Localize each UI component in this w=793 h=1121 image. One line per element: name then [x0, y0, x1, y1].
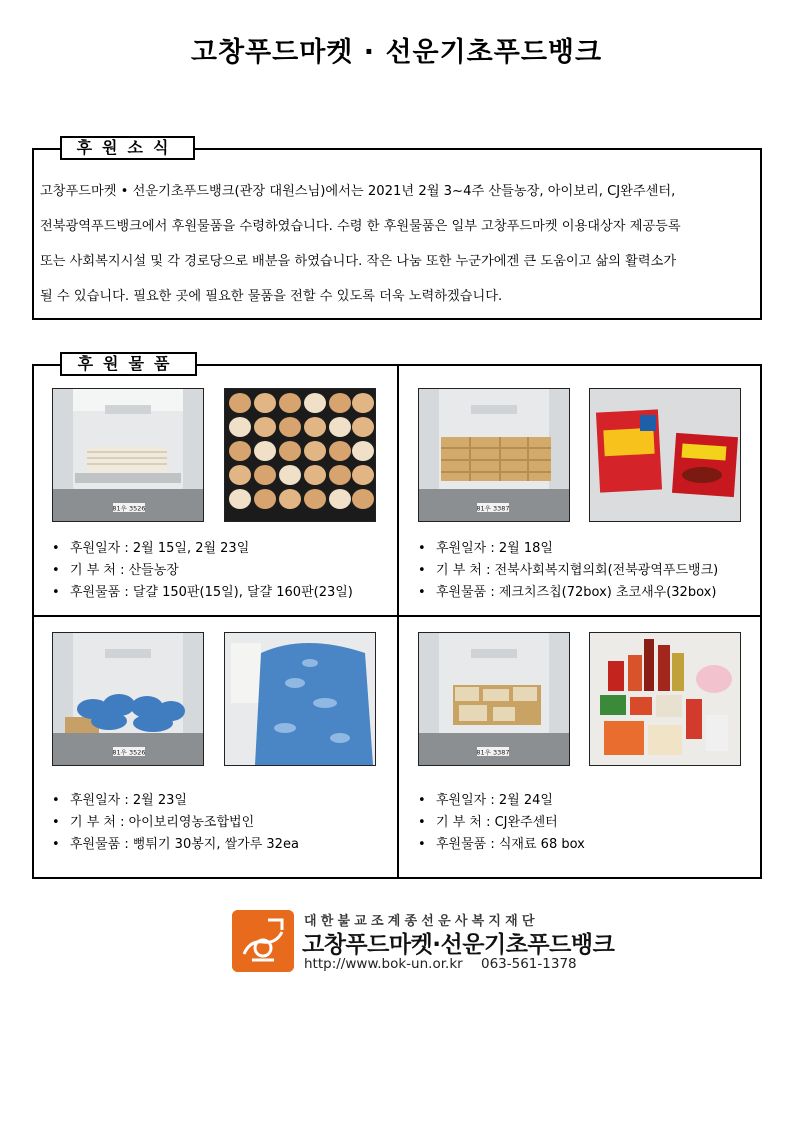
food-ingredients-photo: [589, 632, 741, 766]
contact-info: [304, 956, 591, 972]
brand-name: 고창푸드마켓·선운기초푸드뱅크: [302, 932, 615, 958]
donation-info-4: • 후원일자 : 2월 24일 • 기 부 처 : CJ완주센터 • 후원물품 : 식재료 68 box: [418, 793, 585, 852]
donation-info-1: • 후원일자 : 2월 15일, 2월 23일 • 기 부 처 : 산들농장 • 후원물품 : 달걀 150판(15일), 달걀 160판(23일): [52, 541, 353, 600]
goods-section-label: 후원물품: [60, 352, 197, 376]
news-section-label: 후원소식: [60, 136, 195, 160]
donation-goods: 후원물품 : 식재료 68 box: [436, 837, 585, 852]
foundation-logo-icon: [232, 910, 294, 972]
news-line: 될 수 있습니다. 필요한 곳에 필요한 물품을 전할 수 있도록 더욱 노력하겠습니다.: [40, 289, 503, 304]
truck-food-boxes-photo: [418, 632, 570, 766]
donation-date: 후원일자 : 2월 24일: [436, 793, 553, 808]
donation-donor: 기 부 처 : 아이보리영농조합법인: [70, 815, 255, 830]
news-line: 고창푸드마켓 • 선운기초푸드뱅크(관장 대원스님)에서는 2021년 2월 3~4주 산들농장, 아이보리, CJ완주센터,: [40, 184, 676, 199]
donation-date: 후원일자 : 2월 18일: [436, 541, 553, 556]
phone-number: 063-561-1378: [480, 956, 577, 972]
truck-boxes-photo: [418, 388, 570, 522]
news-line: 전북광역푸드뱅크에서 후원물품을 수령하였습니다. 수령 한 후원물품은 일부 고창푸드마켓 이용대상자 제공등록: [40, 219, 681, 234]
truck-plate-2: 81우 3387: [476, 504, 510, 513]
foundation-name: 대한불교조계종선운사복지재단: [304, 914, 539, 929]
truck-plate-4: 81우 3387: [476, 748, 510, 757]
website-link[interactable]: http://www.bok-un.or.kr: [304, 956, 463, 972]
news-line: 또는 사회복지시설 및 각 경로당으로 배분을 하였습니다. 작은 나눔 또한 누군가에겐 큰 도움이고 삶의 활력소가: [40, 254, 677, 269]
donation-info-3: • 후원일자 : 2월 23일 • 기 부 처 : 아이보리영농조합법인 • 후원물품 : 뻥튀기 30봉지, 쌀가루 32ea: [52, 793, 299, 852]
donation-goods: 후원물품 : 제크치즈칩(72box) 초코새우(32box): [436, 585, 717, 600]
goods-grid-divider-vertical: [397, 364, 399, 879]
donation-donor: 기 부 처 : 전북사회복지협의회(전북광역푸드뱅크): [436, 563, 719, 578]
truck-eggs-photo: [52, 388, 204, 522]
truck-plate-3: 81우 3526: [112, 748, 146, 757]
donation-donor: 기 부 처 : CJ완주센터: [436, 815, 558, 830]
donation-date: 후원일자 : 2월 15일, 2월 23일: [70, 541, 250, 556]
donation-donor: 기 부 처 : 산들농장: [70, 563, 179, 578]
page-title: 고창푸드마켓 · 선운기초푸드뱅크: [190, 37, 603, 68]
truck-bags-photo: [52, 632, 204, 766]
donation-info-2: • 후원일자 : 2월 18일 • 기 부 처 : 전북사회복지협의회(전북광역푸드뱅크) • 후원물품 : 제크치즈칩(72box) 초코새우(32box): [418, 541, 719, 600]
donation-goods: 후원물품 : 뻥튀기 30봉지, 쌀가루 32ea: [70, 837, 299, 852]
eggs-closeup-photo: [224, 388, 376, 522]
goods-grid-divider-horizontal: [32, 615, 762, 617]
news-text: [40, 174, 752, 314]
truck-plate-1: 81우 3526: [112, 504, 146, 513]
snacks-photo: [589, 388, 741, 522]
bag-closeup-photo: [224, 632, 376, 766]
donation-goods: 후원물품 : 달걀 150판(15일), 달걀 160판(23일): [70, 585, 353, 600]
donation-date: 후원일자 : 2월 23일: [70, 793, 187, 808]
